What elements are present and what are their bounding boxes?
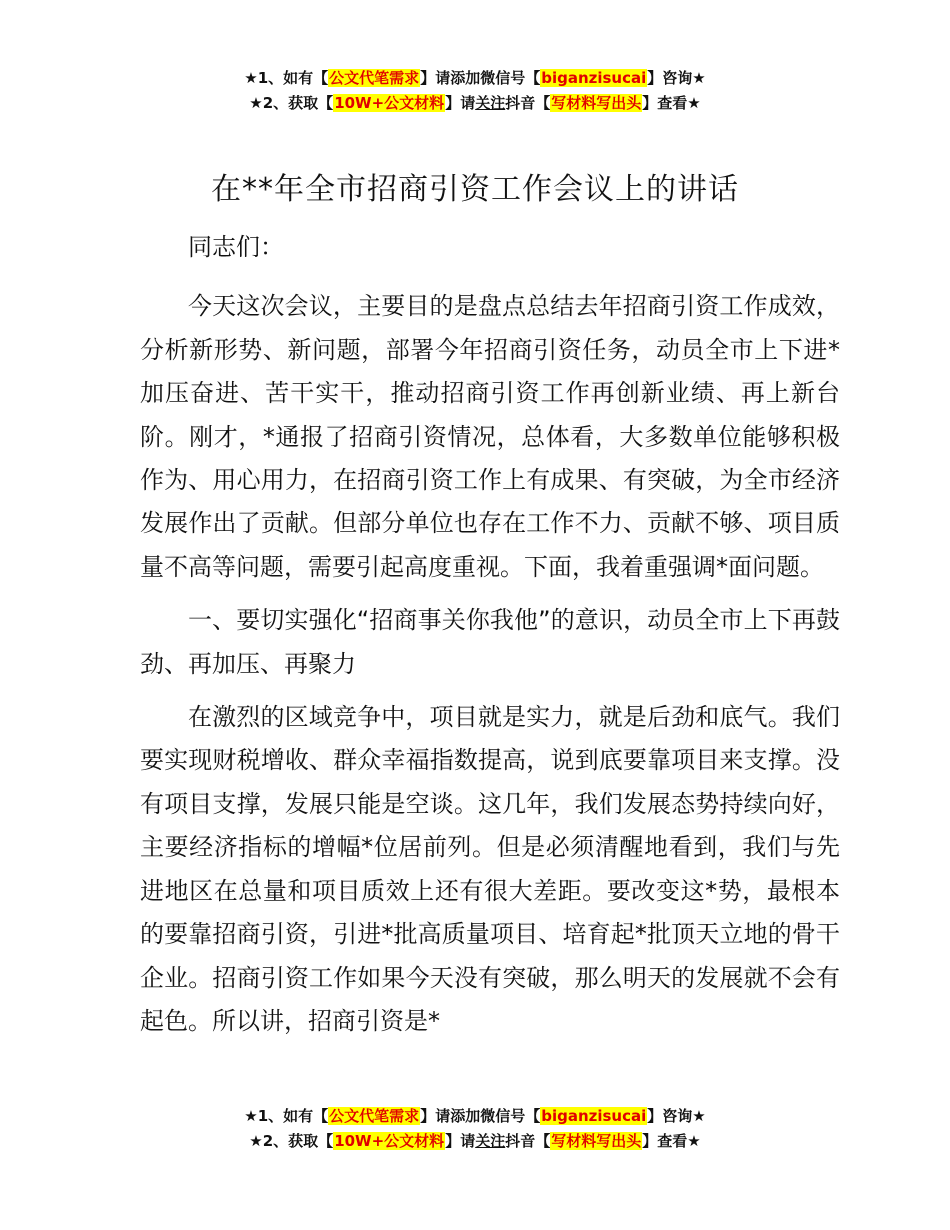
banner-line-1: [0, 1104, 950, 1129]
banner-text: 】请添加微信号【: [420, 1107, 541, 1125]
highlight-douyin-account: 写材料写出头: [551, 94, 642, 112]
banner-text: 】请: [445, 1132, 476, 1150]
banner-line-2: [0, 91, 950, 116]
underlined-follow: 关注: [475, 94, 506, 112]
paragraph-section-1: 在激烈的区域竞争中，项目就是实力，就是后劲和底气。我们要实现财税增收、群众幸福指数提高，说到底要靠项目来支撑。没有项目支撑，发展只能是空谈。这几年，我们发展态势持续向好，主要经济指标的增幅*位居前列。但是必须清醒地看到，我们与先进地区在总量和项目质效上还有很大差距。要改变这*势，最根本的要靠招商引资，引进*批高质量项目、培育起*批顶天立地的骨干企业。招商引资工作如果今天没有突破，那么明天的发展就不会有起色。所以讲，招商引资是*: [140, 703, 840, 1035]
banner-text: 】请添加微信号【: [420, 69, 541, 87]
banner-text: 】请: [445, 94, 476, 112]
highlight-writing-service: 公文代笔需求: [329, 69, 420, 87]
banner-text: 】咨询★: [647, 1107, 706, 1125]
highlight-materials: 10W+公文材料: [334, 1132, 445, 1150]
banner-text: 抖音【: [505, 1132, 551, 1150]
banner-line-1: [0, 66, 950, 91]
underlined-follow: 关注: [475, 1132, 506, 1150]
document-body: [140, 226, 840, 1053]
banner-text: ★1、如有【: [244, 1107, 329, 1125]
document-title: 在**年全市招商引资工作会议上的讲话: [211, 172, 739, 207]
greeting: 同志们：: [188, 233, 284, 261]
bottom-banner: [0, 1104, 950, 1154]
banner-text: ★2、获取【: [249, 1132, 334, 1150]
banner-text: 】查看★: [642, 1132, 701, 1150]
banner-text: ★1、如有【: [244, 69, 329, 87]
highlight-wechat-id: biganzisucai: [541, 1107, 647, 1125]
banner-line-2: [0, 1129, 950, 1154]
highlight-wechat-id: biganzisucai: [541, 69, 647, 87]
banner-text: 抖音【: [505, 94, 551, 112]
highlight-materials: 10W+公文材料: [334, 94, 445, 112]
top-banner: [0, 66, 950, 116]
banner-text: 】咨询★: [647, 69, 706, 87]
paragraph-intro: 今天这次会议，主要目的是盘点总结去年招商引资工作成效，分析新形势、新问题，部署今年招商引资任务，动员全市上下进*加压奋进、苦干实干，推动招商引资工作再创新业绩、再上新台阶。刚才，*通报了招商引资情况，总体看，大多数单位能够积极作为、用心用力，在招商引资工作上有成果、有突破，为全市经济发展作出了贡献。但部分单位也存在工作不力、贡献不够、项目质量不高等问题，需要引起高度重视。下面，我着重强调*面问题。: [140, 292, 840, 581]
section-heading-1: 一、要切实强化“招商事关你我他”的意识，动员全市上下再鼓劲、再加压、再聚力: [140, 606, 840, 678]
highlight-writing-service: 公文代笔需求: [329, 1107, 420, 1125]
banner-text: 】查看★: [642, 94, 701, 112]
highlight-douyin-account: 写材料写出头: [551, 1132, 642, 1150]
banner-text: ★2、获取【: [249, 94, 334, 112]
